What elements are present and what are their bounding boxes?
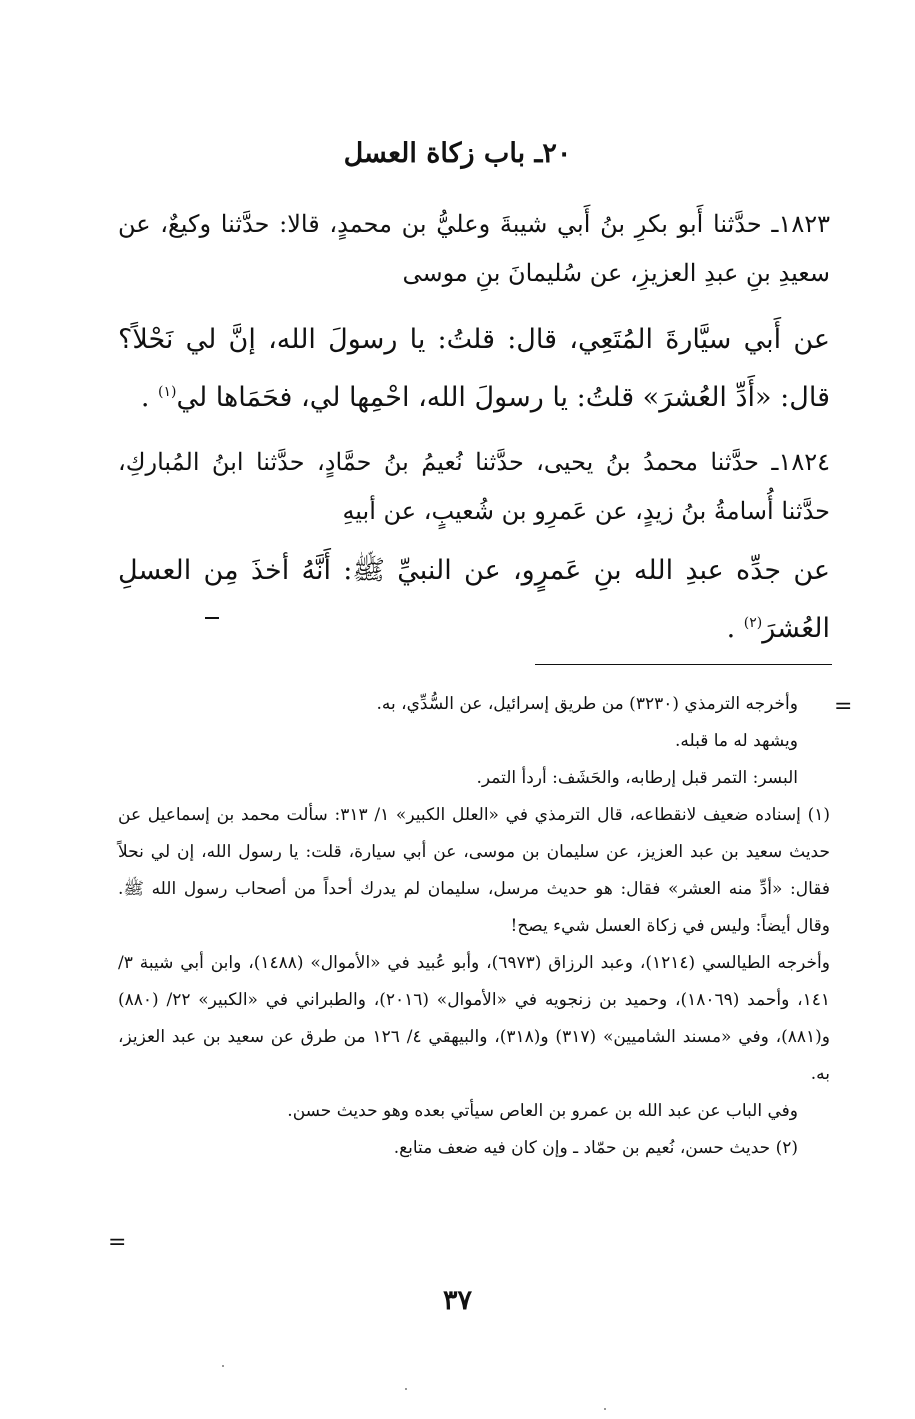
footnotes bbox=[118, 686, 830, 1167]
chapter-title: ٢٠ـ باب زكاة العسل bbox=[343, 138, 572, 169]
scan-speck bbox=[405, 1388, 407, 1390]
footnote-ref-2: (٢) bbox=[743, 615, 763, 631]
hadith-1823-matn-text: عن أَبي سيَّارةَ المُتَعِي، قال: قلتُ: يا رسولَ الله، إنَّ لي نَحْلاً؟ قال: «أَدِّ العُشرَ» قلتُ: يا رسولَ الله، احْمِها لي، فحَمَاها لي bbox=[118, 324, 830, 413]
footnote-carry-1: وأخرجه الترمذي (٣٢٣٠) من طريق إسرائيل، عن السُّدِّي، به. bbox=[376, 694, 798, 714]
footnote-1-bab: وفي الباب عن عبد الله بن عمرو بن العاص سيأتي بعده وهو حديث حسن. bbox=[287, 1101, 798, 1121]
scan-speck bbox=[222, 1365, 224, 1367]
scan-speck bbox=[604, 1408, 606, 1410]
dash-mark bbox=[205, 617, 219, 619]
hadith-1823-isnad: ١٨٢٣ـ حدَّثنا أَبو بكرِ بنُ أَبي شيبةَ وعليُّ بن محمدٍ، قالا: حدَّثنا وكيعٌ، عن سعيدِ بنِ عبدِ العزيزِ، عن سُليمانَ بنِ موسى bbox=[118, 210, 830, 287]
footnote-1-sources: وأخرجه الطيالسي (١٢١٤)، وعبد الرزاق (٦٩٧٣)، وأبو عُبيد في «الأموال» (١٤٨٨)، وابن أبي شيبة ٣/ ١٤١، وأحمد (١٨٠٦٩)، وحميد بن زنجويه في «الأموال» (٢٠١٦)، والطبراني في «الكبير» ٢٢/ (٨٨٠) و(٨٨١)، وفي «مسند الشاميين» (٣١٧) و(٣١٨)، والبيهقي ٤/ ١٢٦ من طرق عن سعيد بن عبد العزيز، به. bbox=[118, 953, 830, 1084]
continuation-marker-bottom: = bbox=[108, 1230, 127, 1255]
hadith-1824-isnad: ١٨٢٤ـ حدَّثنا محمدُ بنُ يحيى، حدَّثنا نُعيمُ بنُ حمَّادٍ، حدَّثنا ابنُ المُباركِ، حدَّثنا أُسامةُ بنُ زيدٍ، عن عَمرِو بن شُعيبٍ، عن أبيهِ bbox=[118, 448, 830, 525]
footnote-separator bbox=[535, 664, 832, 665]
footnote-2-text: (٢) حديث حسن، نُعيم بن حمّاد ـ وإن كان فيه ضعف متابع. bbox=[393, 1138, 798, 1158]
continuation-marker-top: = bbox=[834, 694, 853, 719]
footnote-carry-2: ويشهد له ما قبله. bbox=[674, 731, 798, 751]
footnote-carry-3: البسر: التمر قبل إرطابه، والحَشَف: أردأ التمر. bbox=[476, 768, 798, 788]
page-number: ٣٧ bbox=[442, 1285, 472, 1316]
hadith-1824-matn: عن جدِّه عبدِ الله بنِ عَمرٍو، عن النبيِّ ﷺ: أَنَّهُ أخذَ مِن العسلِ العُشرَ$^{(٢)}$ . bbox=[118, 555, 830, 644]
hadith-1823-matn: عن أَبي سيَّارةَ المُتَعِي، قال: قلتُ: يا رسولَ الله، إنَّ لي نَحْلاً؟ قال: «أَدِّ العُشرَ» قلتُ: يا رسولَ الله، احْمِها لي، فحَمَاها لي$^{(١)}$ . bbox=[118, 324, 830, 413]
footnote-ref-1: (١) bbox=[157, 384, 177, 400]
footnote-1-text: (١) إسناده ضعيف لانقطاعه، قال الترمذي في «العلل الكبير» ١/ ٣١٣: سألت محمد بن إسماعيل عن حديث سعيد بن عبد العزيز، عن سليمان بن موسى، عن أبي سيارة، قلت: يا رسول الله، إن لي نحلاً فقال: «أدِّ منه العشر» فقال: هو حديث مرسل، سليمان لم يدرك أحداً من أصحاب رسول الله ﷺ. وقال أيضاً: وليس في زكاة العسل شيء يصح! bbox=[118, 805, 830, 936]
hadith-1824-matn-text: عن جدِّه عبدِ الله بنِ عَمرٍو، عن النبيِّ ﷺ: أَنَّهُ أخذَ مِن العسلِ العُشرَ bbox=[118, 555, 830, 644]
